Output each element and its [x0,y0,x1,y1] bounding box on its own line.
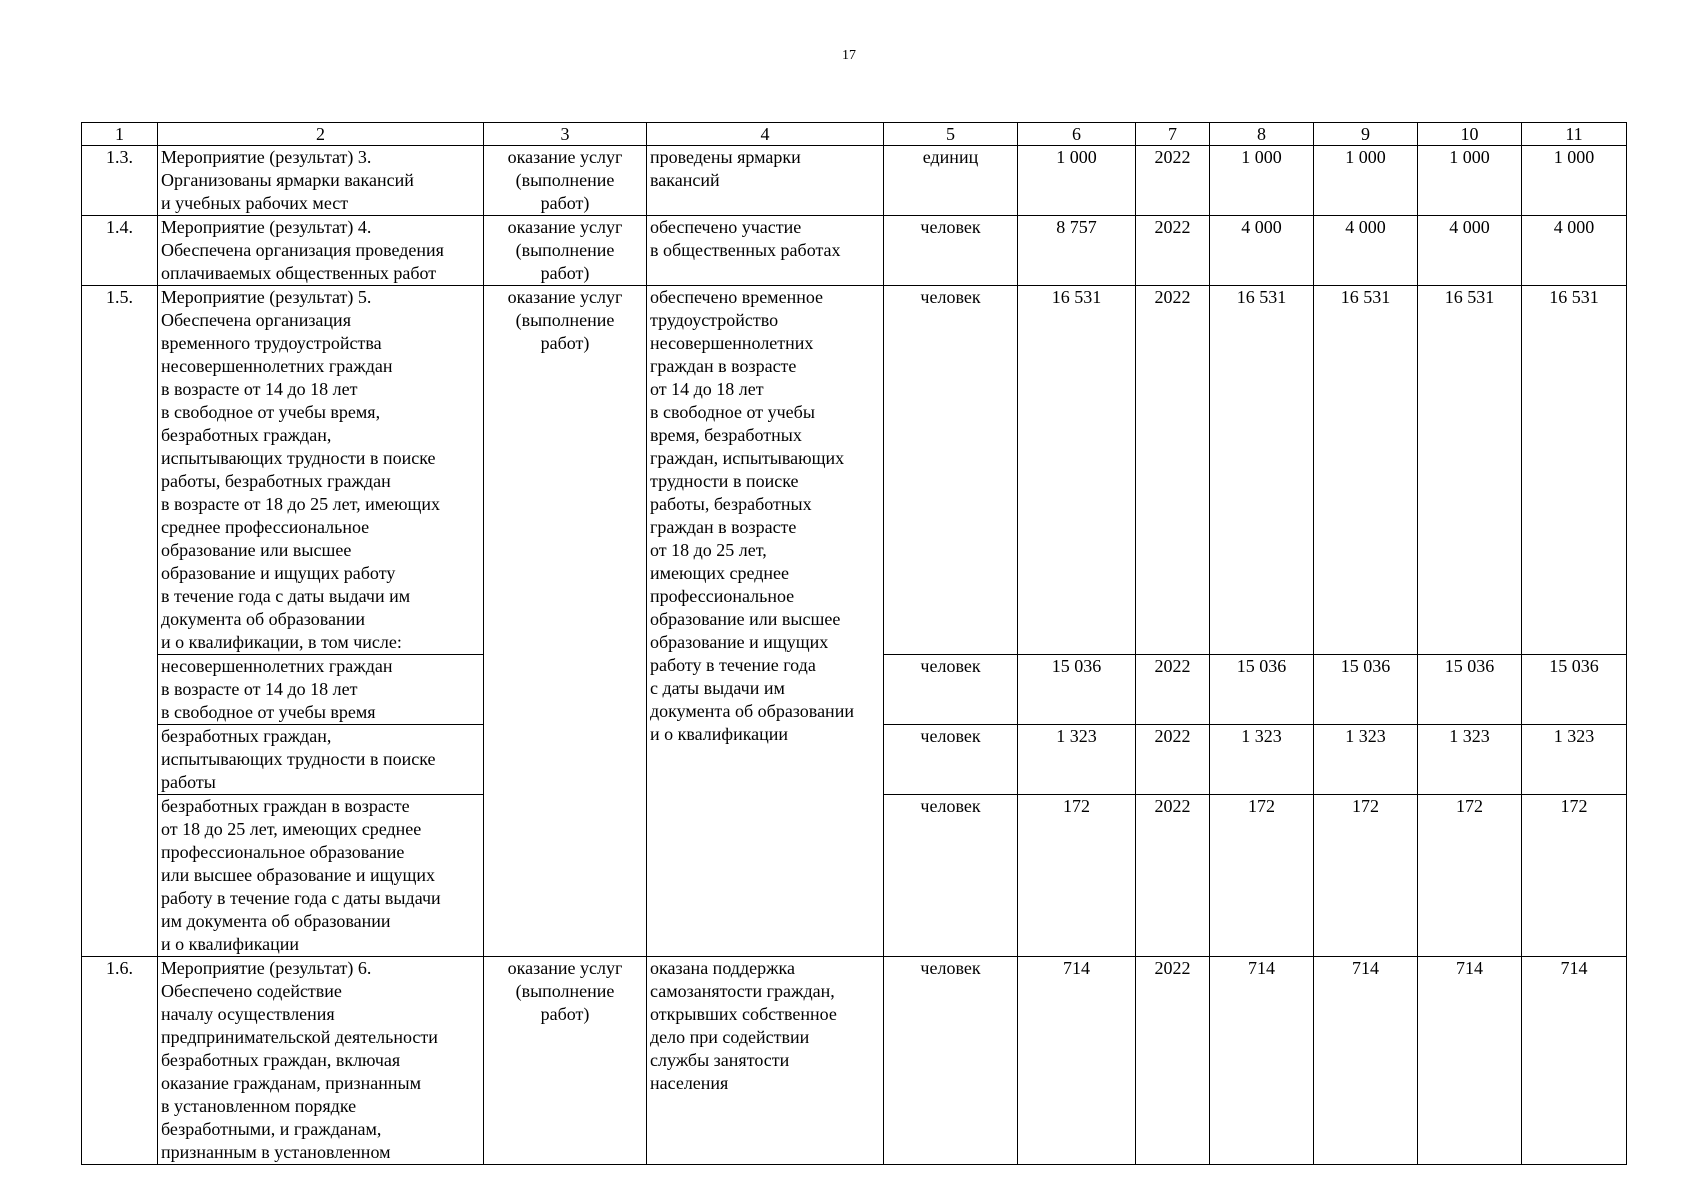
event-description: Мероприятие (результат) 6. Обеспечено содействие началу осуществления предпринимательской деятельности безработных граждан, включая оказание гражданам, признанным в установленном порядке безработными, и гражданам, признанным в установленном [158,957,484,1165]
table-row-1-5 [82,286,1627,655]
column-number-2: 2 [158,123,484,146]
row-number: 1.5. [82,286,158,957]
value-col-11: 1 000 [1522,146,1627,216]
value-col-10: 16 531 [1418,286,1522,655]
value-col-9: 1 323 [1314,725,1418,795]
base-value: 8 757 [1018,216,1136,286]
base-year: 2022 [1136,957,1210,1165]
row-number: 1.4. [82,216,158,286]
event-description: Мероприятие (результат) 4. Обеспечена организация проведения оплачиваемых общественных работ [158,216,484,286]
base-value: 172 [1018,795,1136,957]
column-number-3: 3 [484,123,647,146]
event-description: Мероприятие (результат) 3. Организованы ярмарки вакансий и учебных рабочих мест [158,146,484,216]
result-description: проведены ярмарки вакансий [647,146,884,216]
value-col-8: 714 [1210,957,1314,1165]
value-col-8: 4 000 [1210,216,1314,286]
value-col-11: 15 036 [1522,655,1627,725]
page-number: 17 [842,48,856,63]
unit: человек [884,655,1018,725]
base-value: 1 323 [1018,725,1136,795]
event-type: оказание услуг (выполнение работ) [484,957,647,1165]
event-description: несовершеннолетних граждан в возрасте от 14 до 18 лет в свободное от учебы время [158,655,484,725]
value-col-10: 15 036 [1418,655,1522,725]
column-number-11: 11 [1522,123,1627,146]
value-col-8: 172 [1210,795,1314,957]
column-number-5: 5 [884,123,1018,146]
unit: человек [884,286,1018,655]
result-description: оказана поддержка самозанятости граждан, открывших собственное дело при содействии службы занятости населения [647,957,884,1165]
event-type: оказание услуг (выполнение работ) [484,146,647,216]
base-value: 15 036 [1018,655,1136,725]
unit: единиц [884,146,1018,216]
column-number-1: 1 [82,123,158,146]
table-row-1-4 [82,216,1627,286]
event-type: оказание услуг (выполнение работ) [484,286,647,957]
column-number-8: 8 [1210,123,1314,146]
column-number-7: 7 [1136,123,1210,146]
value-col-10: 1 000 [1418,146,1522,216]
value-col-11: 714 [1522,957,1627,1165]
base-year: 2022 [1136,146,1210,216]
value-col-9: 4 000 [1314,216,1418,286]
column-number-10: 10 [1418,123,1522,146]
row-number: 1.3. [82,146,158,216]
column-number-4: 4 [647,123,884,146]
value-col-9: 1 000 [1314,146,1418,216]
value-col-10: 172 [1418,795,1522,957]
value-col-10: 1 323 [1418,725,1522,795]
result-description: обеспечено временное трудоустройство несовершеннолетних граждан в возрасте от 14 до 18 лет в свободное от учебы время, безработных граждан, испытывающих трудности в поиске работы, безработных граждан в возрасте от 18 до 25 лет, имеющих среднее профессиональное образование или высшее образование и ищущих работу в течение года с даты выдачи им документа об образовании и о квалификации [647,286,884,957]
value-col-9: 714 [1314,957,1418,1165]
value-col-8: 1 000 [1210,146,1314,216]
unit: человек [884,795,1018,957]
base-value: 714 [1018,957,1136,1165]
base-year: 2022 [1136,795,1210,957]
unit: человек [884,216,1018,286]
value-col-9: 15 036 [1314,655,1418,725]
value-col-11: 1 323 [1522,725,1627,795]
table-row-1-3 [82,146,1627,216]
value-col-8: 15 036 [1210,655,1314,725]
column-number-6: 6 [1018,123,1136,146]
base-value: 16 531 [1018,286,1136,655]
result-description: обеспечено участие в общественных работах [647,216,884,286]
base-year: 2022 [1136,286,1210,655]
event-description: безработных граждан в возрасте от 18 до 25 лет, имеющих среднее профессиональное образование или высшее образование и ищущих работу в течение года с даты выдачи им документа об образовании и о квалификации [158,795,484,957]
row-number: 1.6. [82,957,158,1165]
value-col-10: 714 [1418,957,1522,1165]
event-type: оказание услуг (выполнение работ) [484,216,647,286]
base-year: 2022 [1136,725,1210,795]
value-col-8: 16 531 [1210,286,1314,655]
value-col-8: 1 323 [1210,725,1314,795]
unit: человек [884,957,1018,1165]
value-col-11: 16 531 [1522,286,1627,655]
unit: человек [884,725,1018,795]
column-number-header-row [82,123,1627,146]
base-value: 1 000 [1018,146,1136,216]
base-year: 2022 [1136,655,1210,725]
event-description: безработных граждан, испытывающих трудности в поиске работы [158,725,484,795]
value-col-9: 172 [1314,795,1418,957]
value-col-11: 172 [1522,795,1627,957]
value-col-10: 4 000 [1418,216,1522,286]
base-year: 2022 [1136,216,1210,286]
column-number-9: 9 [1314,123,1418,146]
event-description: Мероприятие (результат) 5. Обеспечена организация временного трудоустройства несовершеннолетних граждан в возрасте от 14 до 18 лет в свободное от учебы время, безработных граждан, испытывающих трудности в поиске работы, безработных граждан в возрасте от 18 до 25 лет, имеющих среднее профессиональное образование или высшее образование и ищущих работу в течение года с даты выдачи им документа об образовании и о квалификации, в том числе: [158,286,484,655]
value-col-11: 4 000 [1522,216,1627,286]
measures-table [81,122,1627,1165]
table-row-1-6 [82,957,1627,1165]
value-col-9: 16 531 [1314,286,1418,655]
